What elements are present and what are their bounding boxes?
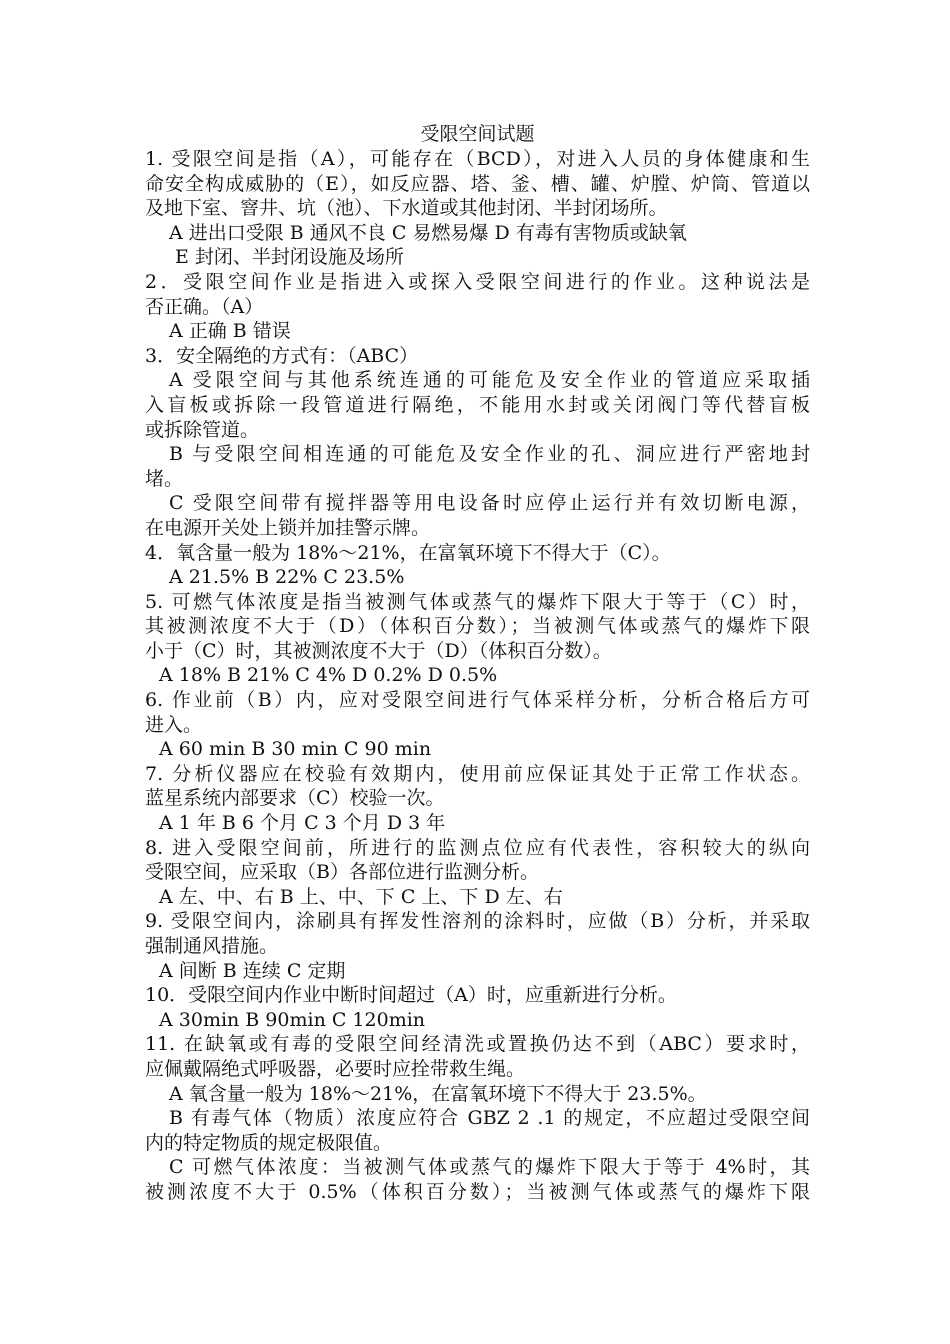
document-body [145,147,810,1205]
text-line: 强制通风措施。 [145,935,279,957]
document-page [145,122,810,1205]
text-line: A 60 min B 30 min C 90 min [159,738,432,761]
text-line: 命安全构成威胁的（E），如反应器、塔、釜、槽、罐、炉膛、炉筒、管道以 [145,172,810,195]
text-line: 应佩戴隔绝式呼吸器，必要时应拴带救生绳。 [145,1057,526,1080]
text-line: E 封闭、半封闭设施及场所 [175,246,404,269]
text-line: 内的特定物质的规定极限值。 [145,1131,393,1154]
text-line: 否正确。（A） [145,295,264,318]
text-line: 11. 在缺氧或有毒的受限空间经清洗或置换仍达不到（ABC）要求时， [145,1033,810,1056]
text-line: A 间断 B 连续 C 定期 [159,959,346,982]
text-line: 入盲板或拆除一段管道进行隔绝，不能用水封或关闭阀门等代替盲板 [145,393,810,416]
text-line: 及地下室、窨井、坑（池）、下水道或其他封闭、半封闭场所。 [145,197,668,220]
text-line: 或拆除管道。 [145,418,260,441]
text-line: A 氧含量一般为 18%～21%，在富氧环境下不得大于 23.5%。 [169,1082,707,1105]
document-title: 受限空间试题 [420,123,535,145]
text-line: B 与受限空间相连通的可能危及安全作业的孔、洞应进行严密地封 [169,443,810,466]
text-line: C 受限空间带有搅拌器等用电设备时应停止运行并有效切断电源， [169,492,810,515]
text-line: 8. 进入受限空间前，所进行的监测点位应有代表性，容积较大的纵向 [145,836,810,859]
text-line: A 左、中、右 B 上、中、下 C 上、下 D 左、右 [159,885,563,908]
text-line: 3．安全隔绝的方式有：（ABC） [145,344,419,367]
text-line: 7. 分析仪器应在校验有效期内，使用前应保证其处于正常工作状态。 [145,762,810,785]
text-line: 在电源开关处上锁并加挂警示牌。 [145,516,431,539]
text-line: A 18% B 21% C 4% D 0.2% D 0.5% [159,664,498,687]
text-line: 1. 受限空间是指（A），可能存在（BCD），对进入人员的身体健康和生 [145,148,810,170]
text-line: C 可燃气体浓度：当被测气体或蒸气的爆炸下限大于等于 4%时，其 [169,1156,810,1179]
text-line: 受限空间，应采取（B）各部位进行监测分析。 [145,861,539,884]
text-line: 其被测浓度不大于（D）（体积百分数）；当被测气体或蒸气的爆炸下限 [145,615,810,638]
text-line: A 进出口受限 B 通风不良 C 易燃易爆 D 有毒有害物质或缺氧 [169,221,687,244]
text-line: A 1 年 B 6 个月 C 3 个月 D 3 年 [159,812,446,835]
text-line: A 21.5% B 22% C 23.5% [169,566,405,589]
text-line: 蓝星系统内部要求（C）校验一次。 [145,787,445,810]
text-line: 9. 受限空间内，涂刷具有挥发性溶剂的涂料时，应做（B）分析，并采取 [145,910,810,933]
text-line: 5. 可燃气体浓度是指当被测气体或蒸气的爆炸下限大于等于（C）时， [145,590,810,613]
text-line: A 正确 B 错误 [169,320,291,343]
text-line: 2．受限空间作业是指进入或探入受限空间进行的作业。这种说法是 [145,270,810,293]
text-line: A 30min B 90min C 120min [159,1008,426,1031]
text-line: 10．受限空间内作业中断时间超过（A）时，应重新进行分析。 [145,984,677,1007]
text-line: 小于（C）时，其被测浓度不大于（D）（体积百分数）。 [145,639,612,662]
text-line: 堵。 [145,467,184,490]
text-line: 6. 作业前（B）内，应对受限空间进行气体采样分析，分析合格后方可 [145,689,810,712]
text-line: B 有毒气体（物质）浓度应符合 GBZ 2 .1 的规定，不应超过受限空间 [169,1107,810,1130]
text-line: A 受限空间与其他系统连通的可能危及安全作业的管道应采取插 [169,369,810,392]
text-line: 进入。 [145,713,203,736]
text-line: 被测浓度不大于 0.5%（体积百分数）；当被测气体或蒸气的爆炸下限 [145,1180,810,1203]
text-line: 4．氧含量一般为 18%～21%，在富氧环境下不得大于（C）。 [145,541,671,564]
